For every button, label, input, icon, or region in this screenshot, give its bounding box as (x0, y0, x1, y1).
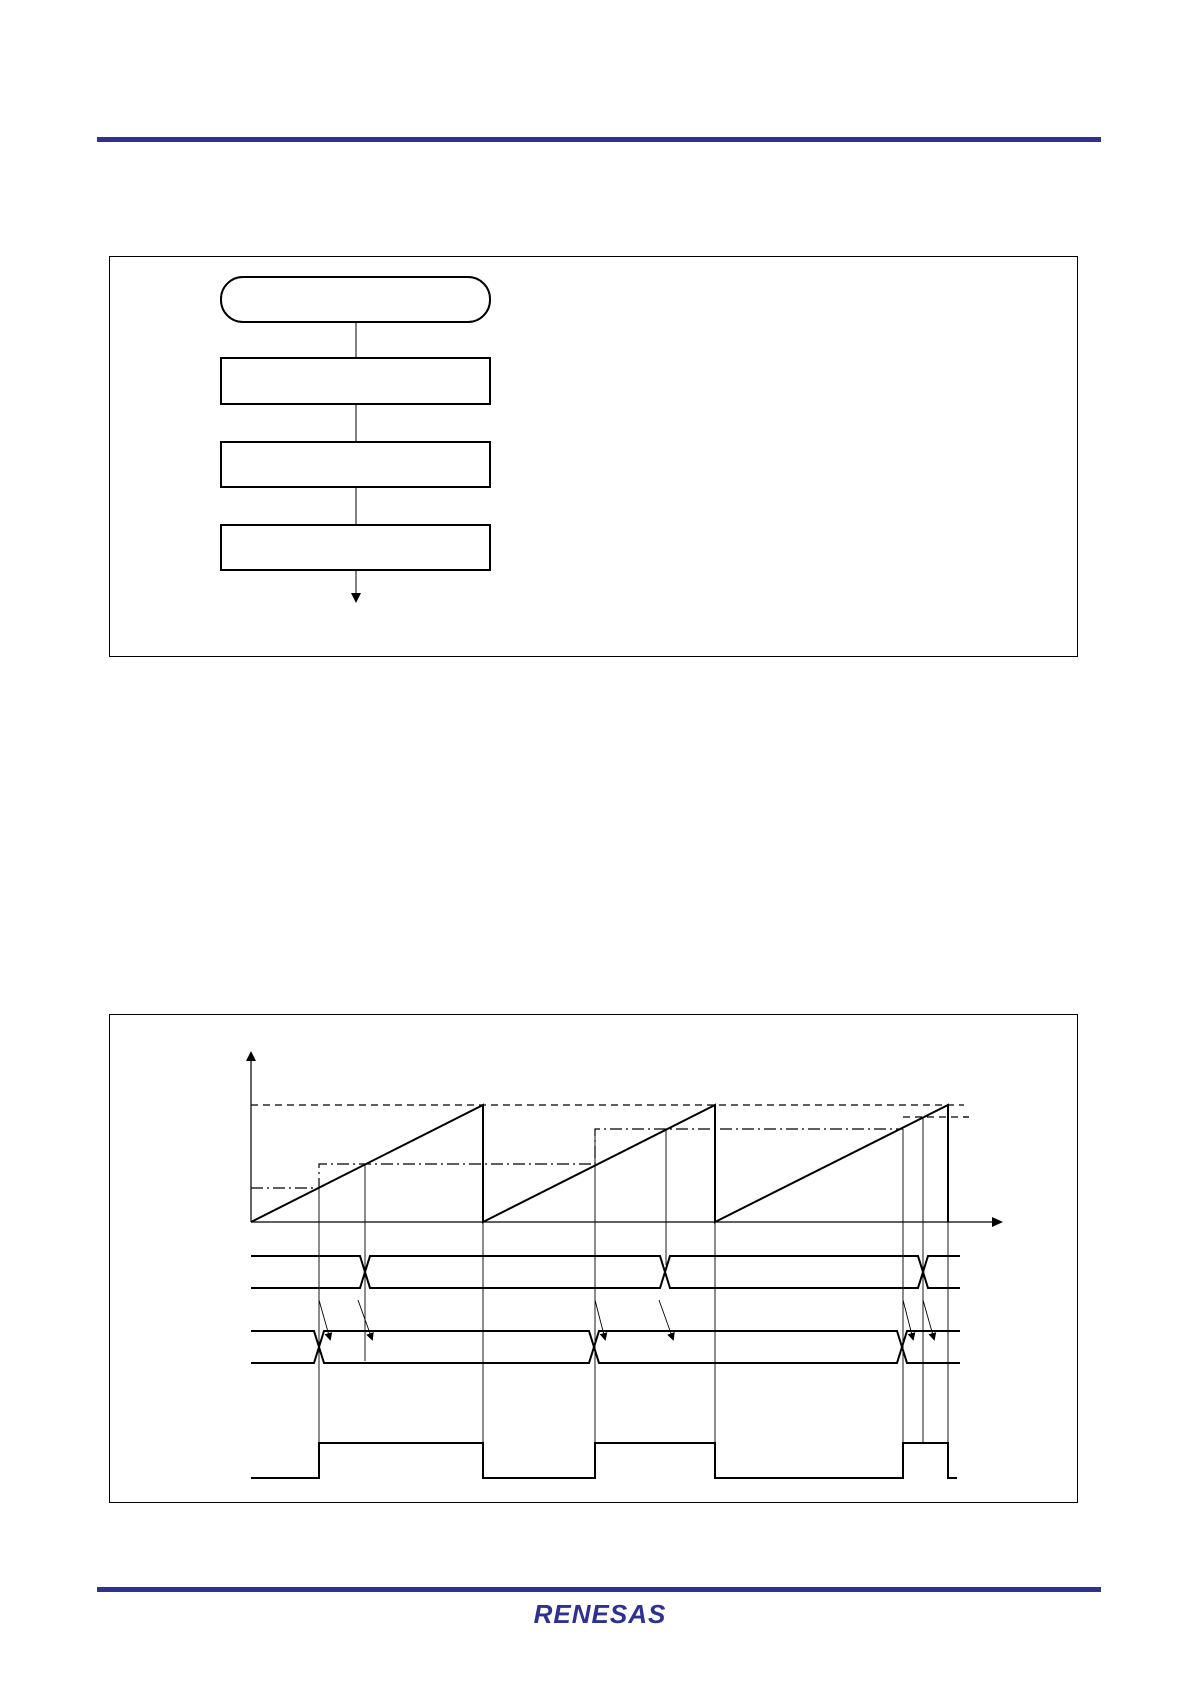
x-axis-arrowhead (992, 1217, 1003, 1227)
header-rule (97, 137, 1101, 142)
flow-process-box (221, 442, 490, 487)
flow-exit-arrowhead (351, 593, 361, 603)
renesas-logo (510, 1598, 690, 1630)
logo-text: RENESAS (533, 1599, 667, 1629)
register-bus-1 (251, 1256, 960, 1288)
flow-process-box (221, 358, 490, 404)
flowchart-figure (109, 256, 1078, 657)
flow-process-box (221, 525, 490, 570)
counter-axes (246, 1051, 1003, 1227)
compare-level-dashdot-line (251, 1129, 903, 1188)
timing-guides (319, 1105, 948, 1478)
renesas-logo-mark (510, 1598, 690, 1630)
transfer-arrows (319, 1300, 934, 1339)
timing-chart (110, 1015, 1079, 1504)
flowchart (110, 257, 1079, 658)
flow-start-terminal (221, 277, 490, 322)
timing-chart-figure (109, 1014, 1078, 1503)
register-bus-2 (251, 1331, 960, 1363)
y-axis-arrowhead (246, 1051, 256, 1061)
counter-sawtooth (251, 1105, 948, 1222)
pwm-output-waveform (251, 1443, 957, 1478)
footer-rule (97, 1587, 1101, 1592)
